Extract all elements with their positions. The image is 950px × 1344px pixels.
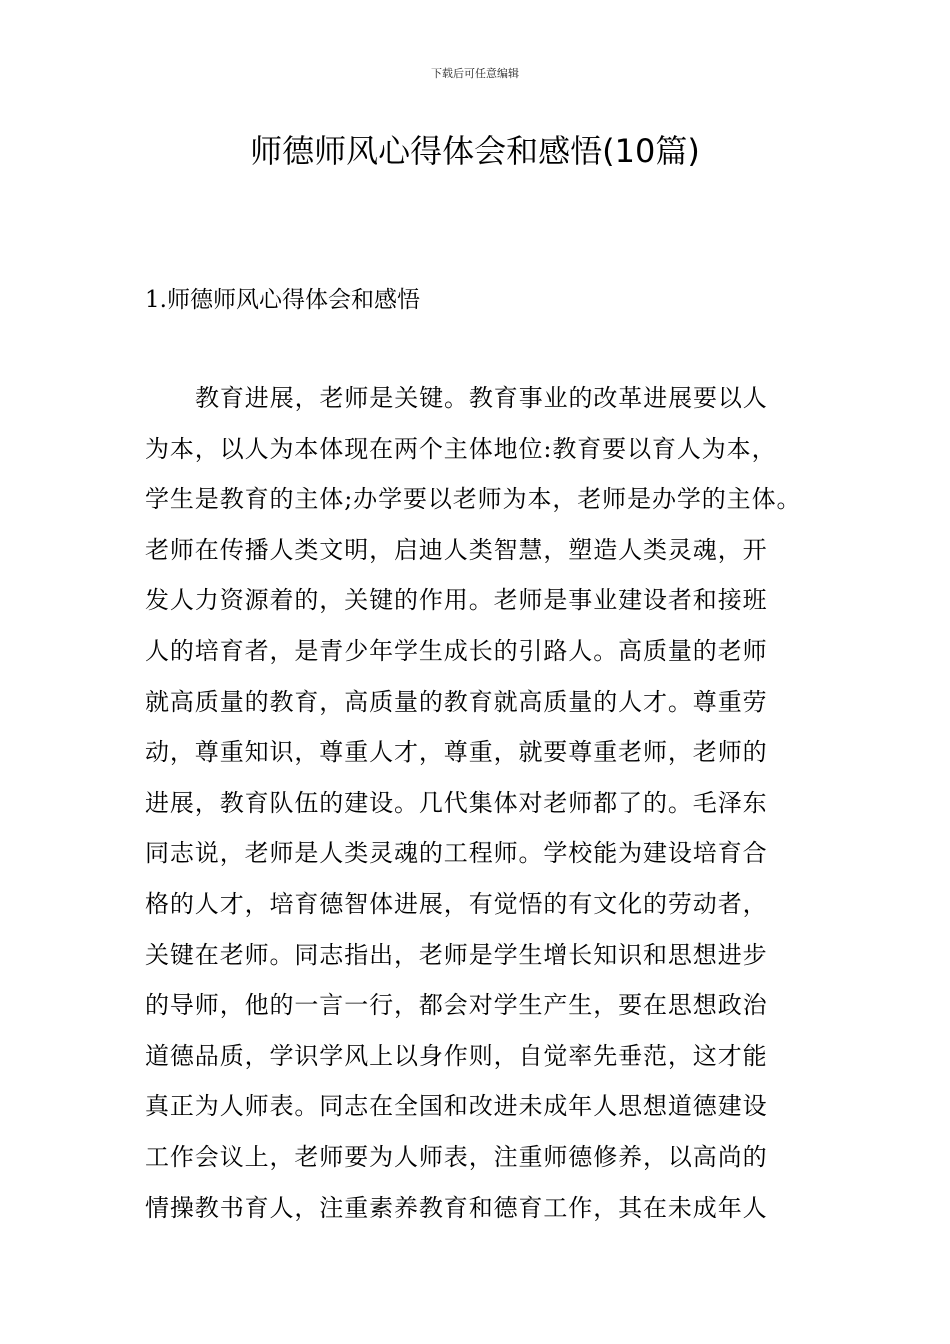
paragraph-line: 的导师，他的一言一行，都会对学生产生，要在思想政治 <box>145 991 768 1020</box>
paragraph-line: 同志说，老师是人类灵魂的工程师。学校能为建设培育合 <box>145 839 768 868</box>
document-title: 师德师风心得体会和感悟(10篇) <box>250 132 700 170</box>
paragraph-line: 学生是教育的主体;办学要以老师为本，老师是办学的主体。 <box>145 485 802 514</box>
paragraph-line: 进展，教育队伍的建设。几代集体对老师都了的。毛泽东 <box>145 788 768 817</box>
paragraph-line: 发人力资源着的，关键的作用。老师是事业建设者和接班 <box>145 586 768 615</box>
paragraph-line: 格的人才，培育德智体进展，有觉悟的有文化的劳动者， <box>145 889 768 918</box>
paragraph-line: 工作会议上，老师要为人师表，注重师德修养，以高尚的 <box>145 1142 768 1171</box>
paragraph-line: 真正为人师表。同志在全国和改进未成年人思想道德建设 <box>145 1092 768 1121</box>
paragraph-line: 动，尊重知识，尊重人才，尊重，就要尊重老师，老师的 <box>145 738 768 767</box>
paragraph-line: 人的培育者，是青少年学生成长的引路人。高质量的老师 <box>145 636 768 665</box>
section-heading: 1.师德师风心得体会和感悟 <box>145 287 420 313</box>
paragraph-line: 关键在老师。同志指出，老师是学生增长知识和思想进步 <box>145 940 768 969</box>
paragraph-line: 为本，以人为本体现在两个主体地位:教育要以育人为本， <box>145 434 777 463</box>
body-paragraph <box>145 378 825 1238</box>
paragraph-line: 道德品质，学识学风上以身作则，自觉率先垂范，这才能 <box>145 1041 768 1070</box>
paragraph-line: 教育进展，老师是关键。教育事业的改革进展要以人 <box>195 384 768 412</box>
paragraph-line: 就高质量的教育，高质量的教育就高质量的人才。尊重劳 <box>145 687 768 716</box>
header-note: 下载后可任意编辑 <box>431 67 519 80</box>
paragraph-line: 情操教书育人，注重素养教育和德育工作，其在未成年人 <box>145 1193 768 1222</box>
paragraph-line: 老师在传播人类文明，启迪人类智慧，塑造人类灵魂，开 <box>145 535 768 564</box>
